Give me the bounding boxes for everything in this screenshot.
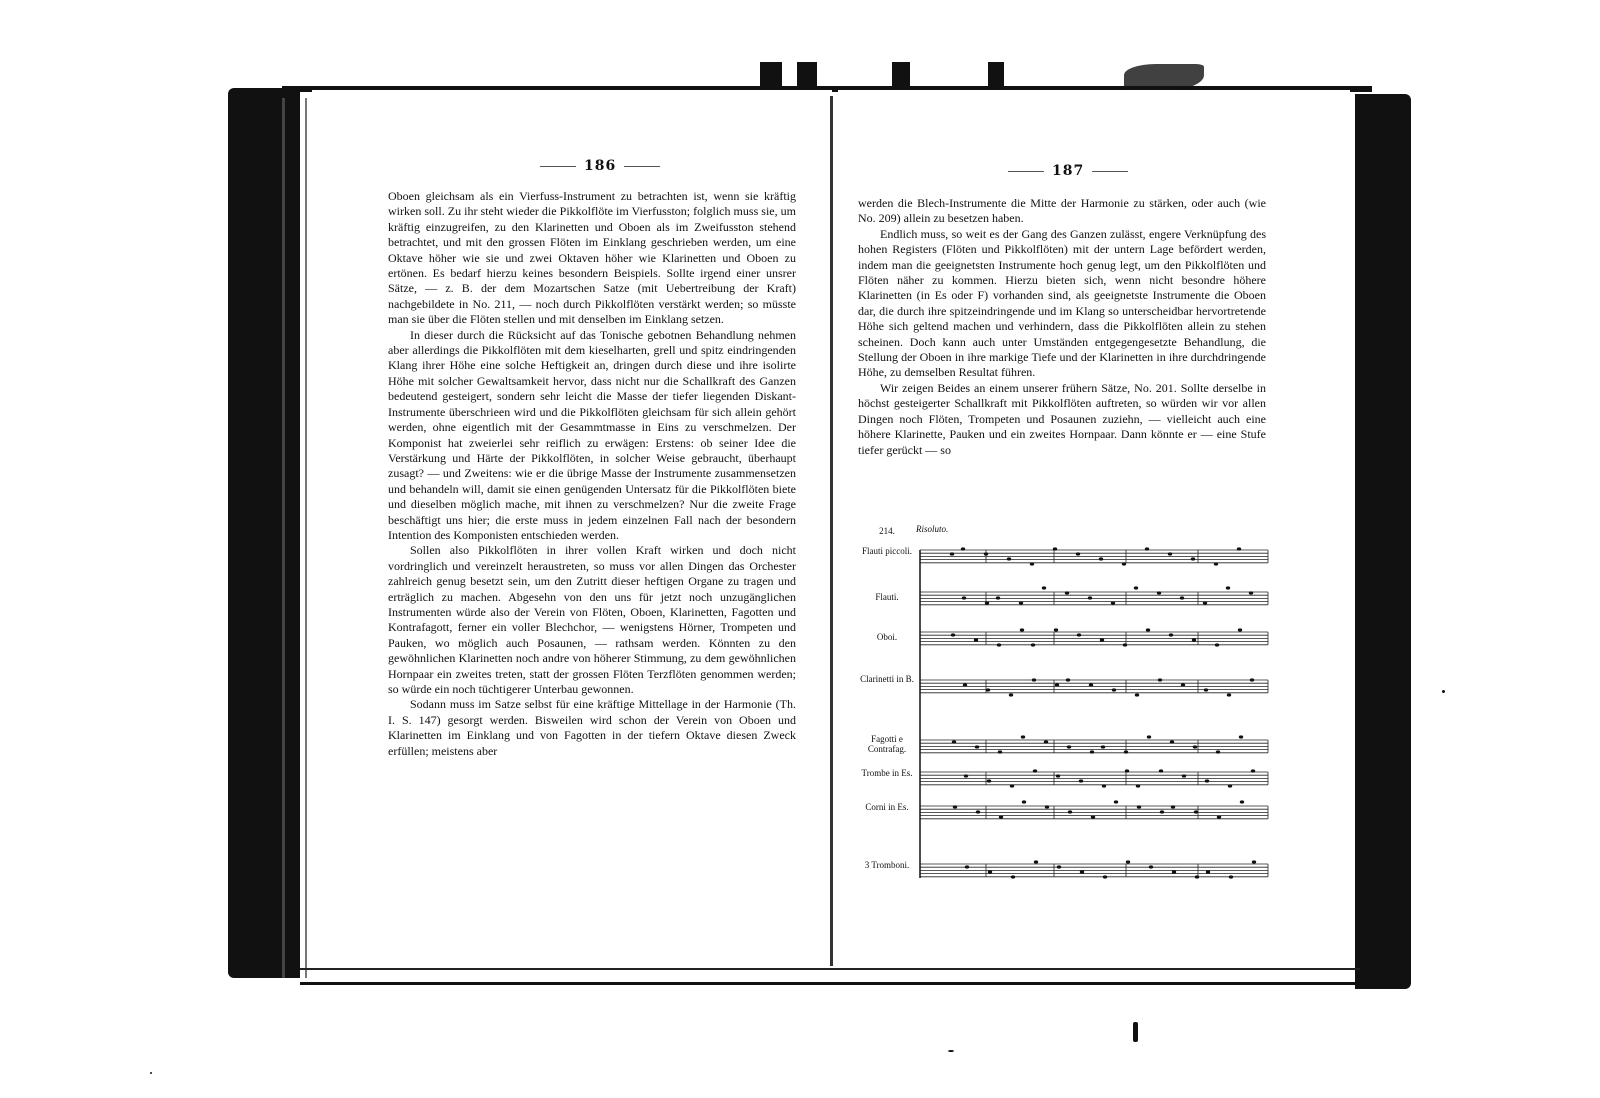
instrument-label: 3 Tromboni. [864, 860, 910, 870]
page-tab-4 [988, 62, 1004, 92]
instrument-label: Flauti piccoli. [862, 546, 912, 556]
instrument-label: Oboi. [876, 632, 898, 642]
paragraph: werden die Blech-Instrumente die Mitte der Harmonie zu stärken, oder auch (wie No. 209) allein zu besetzen haben. [858, 196, 1266, 226]
scan-speck [948, 1050, 954, 1052]
paragraph: Oboen gleichsam als ein Vierfuss-Instrument zu betrachten ist, wenn sie kräftig wirken soll. Zu ihr steht wieder die Pikkolflöte im Vierfusston; folglich muss sie, um kräftig einzugreifen, zu den Klarinetten und Oboen als im Zweifusston stehend betrachtet, und mit den grossen Flöten im Einklang geschrieben werden, um eine Oktave höher wie sie und zwei Oktaven höher wie Klarinetten und Oboen zu ertönen. Es bedarf hierzu keines besondern Beispiels. Sollte irgend einer unsrer Sätze, — z. B. der dem Mozartschen Satze (mit Uebertreibung der Kraft) nachgebildete in No. 211, — noch durch Pikkolflöten verstärkt werden; so müsste man sie über die Flöten stellen und mit denselben im Einklang setzen. [388, 189, 796, 327]
instrument-label: Fagotti e Contrafag. [867, 734, 907, 754]
paragraph: Sodann muss im Satze selbst für eine kräftige Mittellage in der Harmonie (Th. I. S. 147) gesorgt werden. Bisweilen wird schon der Verein von Oboen und Klarinetten im Einklang und von Fagotten in der tiefern Oktave diesen Zweck erfüllen; meistens aber [388, 697, 796, 758]
instrument-label: Flauti. [875, 592, 899, 602]
paragraph: In dieser durch die Rücksicht auf das Tonische gebotnen Behandlung nehmen aber allerdings die Pikkolflöten mit dem kieselharten, grell und spitz eindringenden Klang ihrer Höhe eine solche Heftigkeit an, dringen durch diese und ihre isolirte Höhe mit solcher Gewaltsamkeit hervor, dass nicht nur die Schallkraft des Ganzen bedeutend gesteigert, sondern sehr leicht die Masse der tiefer liegenden Diskant-Instrumente überschrieen wird und die Pikkolflöten gleichsam für sich allein gehört werden, ohne eigentlich mit der Gesammtmasse in Eins zu verschmelzen. Der Komponist hat zweierlei sehr reiflich zu erwägen: Erstens: ob seiner Idee die Verstärkung und Härte der Pikkolflöten, in solcher Weise gebraucht, überhaupt zusagt? — und Zweitens: wie er die übrige Masse der Instrumente zusammensetzen und behandeln will, damit sie einen genügenden Untersatz für die Pikkolflöten biete und dieselben möglich mache, mit ihnen zu verschmelzen? Nur die zweite Frage beschäftigt uns hier; die erste muss in jedem einzelnen Fall nach der besondern Intention des Komponisten entschieden werden. [388, 327, 796, 542]
scan-speck [1133, 1022, 1138, 1042]
scan-speck [1442, 690, 1445, 693]
instrument-label: Trombe in Es. [861, 768, 913, 778]
right-page-text [858, 196, 1266, 458]
instrument-label: Clarinetti in B. [860, 674, 914, 684]
page-tab-3 [892, 62, 910, 92]
music-score [858, 520, 1270, 892]
book-gutter [830, 96, 833, 966]
book-cover-right [1355, 94, 1411, 989]
page-edge-lines [282, 98, 307, 978]
paragraph: Wir zeigen Beides an einem unserer frühern Sätze, No. 201. Sollte derselbe in höchst gesteigerter Schallkraft mit Pikkolflöten auftreten, so würden wir vor allen Dingen noch Flöten, Trompeten und Posaunen zuziehn, — vielleicht auch eine höhere Klarinette, Pauken und ein zweites Hornpaar. Dann könnte er — eine Stufe tiefer gerückt — so [858, 380, 1266, 457]
paragraph: Endlich muss, so weit es der Gang des Ganzen zulässt, engere Verknüpfung des hohen Registers (Flöten und Pikkolflöten) mit der untern Lage befördert werden, indem man die geeignetsten Instrumente hoch genug legt, um den Pikkolflöten und Flöten näher zu kommen. Hierzu bieten sich, wenn nicht besondre höhere Klarinetten (in Es oder F) vorhanden sind, als geeignetste Instrumente die Oboen dar, die durch ihre spitzeindringende und im Klang so unterscheidbar hervortretende Höhe sich geltend machen und verhindern, dass die Pikkolflöten allein zu stehen scheinen. Doch kann auch unter Umständen entgegengesetzte Behandlung, die Stellung der Oboen in ihre markige Tiefe und der Klarinetten in ihre durchdringende Höhe, zu demselben Resultat führen. [858, 226, 1266, 380]
book-bottom-edge [300, 968, 1360, 985]
score-tempo: Risoluto. [916, 524, 949, 534]
page-tab-2 [797, 62, 817, 92]
page-number-right: 187 [1000, 163, 1136, 179]
page-tab-1 [760, 62, 782, 92]
instrument-label: Corni in Es. [865, 802, 909, 812]
score-staves [858, 520, 1270, 892]
page-number-left: 186 [532, 158, 668, 174]
score-number: 214. [879, 526, 895, 536]
paragraph: Sollen also Pikkolflöten in ihrer vollen Kraft wirken und doch nicht vordringlich und vereinzelt heraustreten, so muss vor allen Dingen das Orchester zahlreich genug besetzt sein, um den Zutritt dieser heftigen Organe zu tragen und erträglich zu machen. Abgesehn von den uns für jetzt noch unzugänglichen Instrumenten würde also der Verein von Flöten, Oboen, Klarinetten, Fagotten und Kontrafagott, ferner ein voller Blechchor, — wenigstens Hörner, Trompeten und Pauken, wo möglich auch Posaunen, — rathsam werden. Könnten zu den gewöhnlichen Klarinetten noch andre von höherer Stimmung, zu dem gewöhnlichen Hornpaar ein zweites treten, statt der grossen Flöten Terzflöten genommen werden; so würde ein noch tüchtigerer Unterbau gewonnen. [388, 543, 796, 696]
scan-speck [150, 1072, 152, 1074]
left-page-text [388, 189, 796, 759]
